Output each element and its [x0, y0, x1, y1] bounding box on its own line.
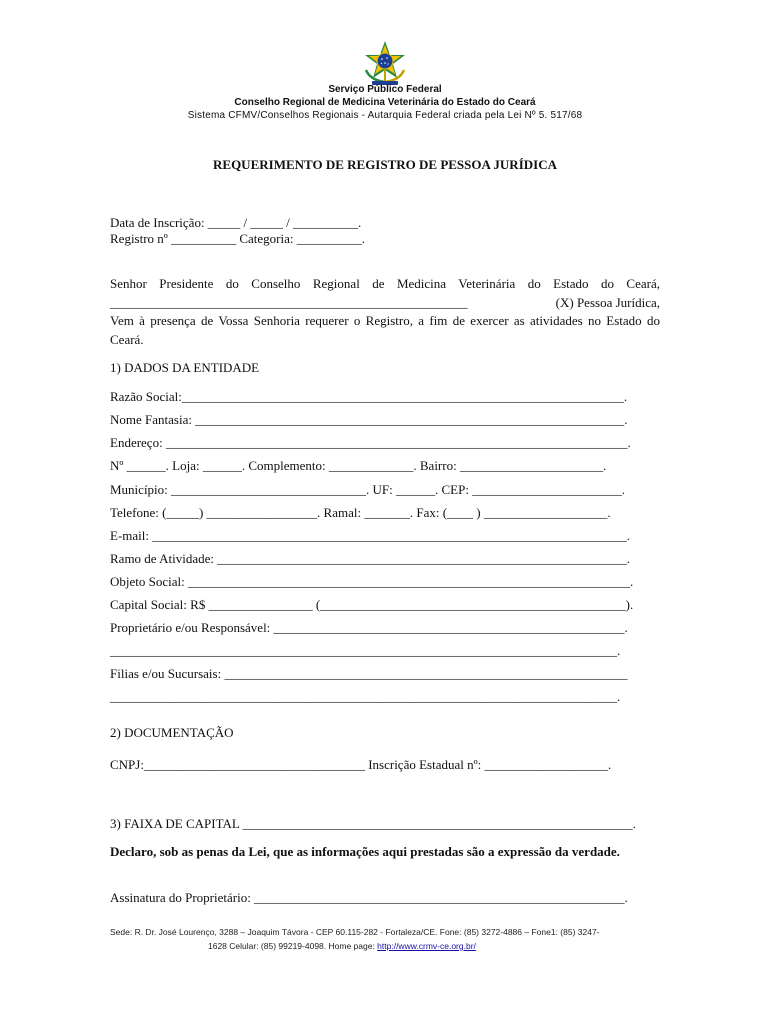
field-razao-social: Razão Social:____________________________________________________________________. [110, 389, 628, 404]
field-email: E-mail: _________________________________________________________________________. [110, 528, 630, 543]
interested-party-blank: _______________________________________________________ [110, 294, 468, 310]
declaration-text: Declaro, sob as penas da Lei, que as informações aqui prestadas são a expressão da verdade. [110, 844, 620, 859]
section-1-heading: 1) DADOS DA ENTIDADE [110, 360, 260, 375]
intro-paragraph [110, 275, 660, 349]
document-title: REQUERIMENTO DE REGISTRO DE PESSOA JURÍDICA [213, 157, 557, 172]
brazil-coat-of-arms-icon [360, 40, 410, 86]
footer-contact-line [110, 939, 660, 953]
section-3-faixa-capital: 3) FAIXA DE CAPITAL ____________________________________________________________. [110, 816, 636, 831]
field-numero-loja-bairro: Nº ______. Loja: ______. Complemento: _____________. Bairro: ______________________. [110, 458, 607, 473]
footer [110, 925, 660, 953]
intro-line-1: Senhor Presidente do Conselho Regional de Medicina Veterinária do Estado do Ceará, [110, 276, 660, 291]
header-system-line: Sistema CFMV/Conselhos Regionais - Autarquia Federal criada pela Lei Nº 5. 517/68 [187, 110, 583, 121]
field-proprietario: Proprietário e/ou Responsável: ______________________________________________________. [110, 620, 628, 635]
field-filiais-continuation: ______________________________________________________________________________. [110, 689, 621, 704]
section-2-heading: 2) DOCUMENTAÇÃO [110, 725, 234, 740]
field-nome-fantasia: Nome Fantasia: __________________________________________________________________. [110, 412, 628, 427]
footer-phone-text: 1628 Celular: (85) 99219-4098. Home page: [208, 941, 378, 951]
field-capital-social: Capital Social: R$ ________________ (_______________________________________________). [110, 597, 634, 612]
intro-line-2 [110, 294, 660, 313]
field-endereco: Endereço: _______________________________________________________________________. [110, 435, 631, 450]
field-objeto-social: Objeto Social: ____________________________________________________________________. [110, 574, 634, 589]
homepage-link[interactable]: http://www.crmv-ce.org.br/ [377, 941, 476, 951]
inscription-date-line: Data de Inscrição: _____ / _____ / __________. [110, 215, 362, 230]
registration-number-line: Registro nº __________ Categoria: __________. [110, 231, 365, 246]
field-filiais-sucursais: Filias e/ou Sucursais: ______________________________________________________________ [110, 666, 628, 681]
field-municipio-uf-cep: Município: ______________________________. UF: ______. CEP: _______________________. [110, 482, 625, 497]
field-proprietario-continuation: ______________________________________________________________________________. [110, 643, 621, 658]
footer-address-line: Sede: R. Dr. José Lourenço, 3288 – Joaquim Távora - CEP 60.115-282 - Fortaleza/CE. Fone: (85) 3272-4886 – Fone1: (85) 3247- [110, 927, 600, 937]
legal-entity-checkmark: (X) Pessoa Jurídica, [555, 294, 660, 310]
header-service-name: Serviço Público Federal [328, 84, 442, 95]
field-ramo-atividade: Ramo de Atividade: _______________________________________________________________. [110, 551, 630, 566]
header-council-name: Conselho Regional de Medicina Veterinária do Estado do Ceará [234, 97, 536, 108]
intro-line-3: Vem à presença de Vossa Senhoria requerer o Registro, a fim de exercer as atividades no Estado do Ceará. [110, 313, 660, 347]
field-cnpj-inscricao: CNPJ:__________________________________ Inscrição Estadual nº: ___________________. [110, 757, 612, 772]
signature-line: Assinatura do Proprietário: _________________________________________________________. [110, 890, 628, 905]
field-telefone-fax: Telefone: (_____) _________________. Ramal: _______. Fax: (____ ) ___________________. [110, 505, 611, 520]
